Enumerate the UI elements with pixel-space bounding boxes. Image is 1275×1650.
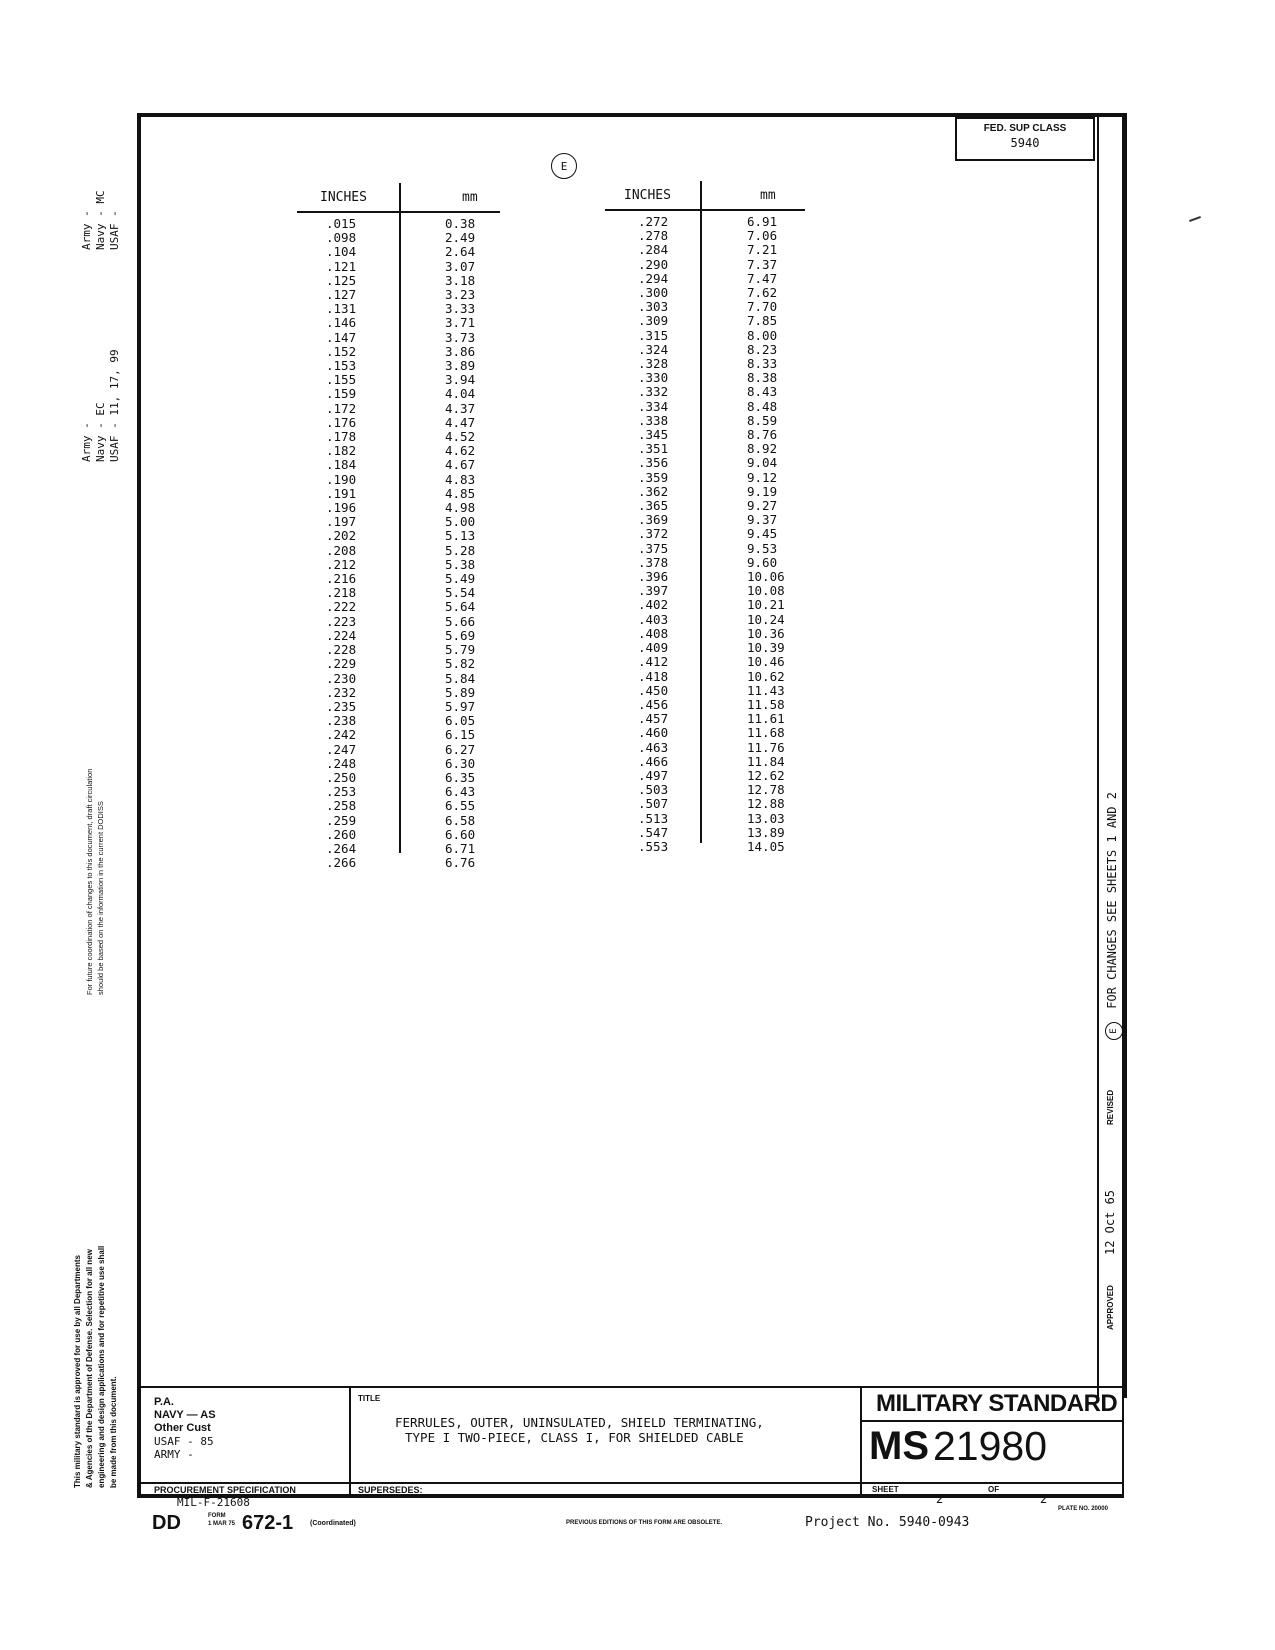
right-mm-cell: 12.78 [747,782,785,798]
left-inches-cell: .250 [326,769,357,785]
right-mm-cell: 8.48 [747,398,778,414]
right-inches-cell: .315 [638,327,669,343]
coordinated-label: (Coordinated) [310,1520,356,1527]
right-inches-cell: .359 [638,469,669,485]
left-mm-cell: 6.05 [445,713,476,729]
right-mm-cell: 7.47 [747,270,778,286]
project-number: Project No. 5940-0943 [805,1515,970,1530]
left-inches-cell: .104 [326,244,357,260]
left-inches-cell: .230 [326,670,357,686]
left-mm-cell: 4.85 [445,485,476,501]
right-mm-cell: 8.00 [747,327,778,343]
ms-number: 21980 [933,1423,1048,1469]
right-inches-cell: .303 [638,299,669,315]
left-mm-cell: 3.23 [445,287,476,303]
right-mm-cell: 10.21 [747,597,785,613]
right-mm-cell: 11.76 [747,739,785,755]
custodians-top: Army - Navy - MC USAF - [80,190,121,250]
left-inches-cell: .190 [326,471,357,487]
right-inches-cell: .272 [638,214,669,229]
left-table-inches-column [326,217,356,870]
right-inches-cell: .332 [638,384,669,400]
left-mm-cell: 5.49 [445,571,476,587]
dd-label: DD [152,1512,181,1534]
left-inches-cell: .266 [326,855,357,871]
left-table-mm-column [445,217,475,870]
left-inches-cell: .131 [326,301,357,317]
left-inches-cell: .259 [326,812,357,828]
right-table-mm-header: mm [760,188,776,203]
left-inches-cell: .182 [326,443,357,459]
left-inches-cell: .152 [326,343,357,359]
right-inches-cell: .497 [638,767,669,783]
left-mm-cell: 4.98 [445,500,476,516]
supersedes-label: SUPERSEDES: [358,1485,423,1495]
left-mm-cell: 3.86 [445,343,476,359]
right-mm-cell: 9.12 [747,469,778,485]
procurement-spec-label: PROCUREMENT SPECIFICATION [154,1485,296,1495]
left-mm-cell: 6.43 [445,784,476,800]
right-mm-cell: 7.37 [747,256,778,272]
left-inches-cell: .196 [326,500,357,516]
right-inches-cell: .345 [638,427,669,443]
right-mm-cell: 9.45 [747,526,778,542]
revised-label: REVISED [1106,1089,1115,1125]
left-mm-cell: 3.71 [445,315,476,331]
left-inches-cell: .172 [326,400,357,416]
left-mm-cell: 6.30 [445,755,476,771]
left-inches-cell: .222 [326,599,357,615]
right-inches-cell: .356 [638,455,669,471]
of-value: 2 [1040,1492,1048,1506]
left-inches-cell: .224 [326,627,357,643]
right-inches-cell: .324 [638,341,669,357]
right-mm-cell: 11.43 [747,682,785,698]
left-mm-cell: 6.76 [445,855,476,871]
right-mm-cell: 12.88 [747,796,785,812]
right-inches-cell: .397 [638,583,669,599]
left-inches-cell: .127 [326,287,357,303]
left-inches-cell: .260 [326,826,357,842]
left-mm-cell: 6.58 [445,812,476,828]
right-mm-cell: 8.76 [747,427,778,443]
left-inches-cell: .121 [326,258,357,274]
right-inches-cell: .456 [638,696,669,712]
right-mm-cell: 9.19 [747,483,778,499]
fed-sup-class-value: 5940 [1010,136,1040,150]
left-mm-cell: 5.54 [445,585,476,601]
right-inches-cell: .309 [638,313,669,329]
of-label: OF [988,1485,1000,1494]
left-mm-cell: 6.71 [445,840,476,856]
form-label-stack: FORM 1 MAR 75 [208,1513,236,1527]
left-inches-cell: .218 [326,585,357,601]
right-inches-cell: .457 [638,711,669,727]
left-inches-cell: .228 [326,642,357,658]
right-mm-cell: 8.59 [747,412,778,428]
right-inches-cell: .466 [638,753,669,769]
right-mm-cell: 8.92 [747,441,778,457]
right-inches-cell: .372 [638,526,669,542]
right-inches-cell: .460 [638,725,669,741]
document-title: FERRULES, OUTER, UNINSULATED, SHIELD TERMINATING, TYPE I TWO-PIECE, CLASS I, FOR SHIELDED CABLE [395,1415,764,1445]
right-mm-cell: 11.68 [747,725,785,741]
right-inches-cell: .328 [638,356,669,372]
right-table-header-rule [605,209,805,211]
right-inches-cell: .450 [638,682,669,698]
left-mm-cell: 4.37 [445,400,476,416]
right-inches-cell: .362 [638,483,669,499]
title-block-div3 [862,1420,1122,1422]
left-mm-cell: 4.67 [445,457,476,473]
approved-date: 12 Oct 65 [1103,1189,1117,1255]
left-inches-cell: .184 [326,457,357,473]
left-inches-cell: .159 [326,386,357,402]
right-table-inches-column [638,215,668,854]
right-inches-cell: .375 [638,540,669,556]
custodians-block: P.A. NAVY — AS Other Cust USAF - 85 ARMY - [154,1396,216,1461]
right-inches-cell: .378 [638,554,669,570]
sheet-border [137,113,1124,1498]
right-inches-cell: .463 [638,739,669,755]
right-mm-cell: 9.04 [747,455,778,471]
right-inches-cell: .278 [638,228,669,244]
left-mm-cell: 0.38 [445,216,476,231]
right-mm-cell: 9.37 [747,512,778,528]
left-inches-cell: .229 [326,656,357,672]
right-mm-cell: 9.53 [747,540,778,556]
right-inches-cell: .412 [638,654,669,670]
changes-note: FOR CHANGES SEE SHEETS 1 AND 2 [1105,792,1119,1009]
left-inches-cell: .197 [326,514,357,530]
left-inches-cell: .176 [326,414,357,430]
left-mm-cell: 6.60 [445,826,476,842]
left-inches-cell: .212 [326,556,357,572]
left-inches-cell: .264 [326,840,357,856]
title-block-top-rule [141,1386,1122,1388]
right-inches-cell: .403 [638,611,669,627]
left-inches-cell: .147 [326,329,357,345]
left-mm-cell: 4.52 [445,429,476,445]
right-inches-cell: .547 [638,824,669,840]
right-inches-cell: .409 [638,640,669,656]
left-inches-cell: .153 [326,358,357,374]
right-mm-cell: 8.38 [747,370,778,386]
right-mm-cell: 10.24 [747,611,785,627]
scan-mark [1189,216,1201,222]
form-number: 672-1 [242,1512,294,1534]
right-inches-cell: .351 [638,441,669,457]
right-inches-cell: .284 [638,242,669,258]
left-mm-cell: 3.18 [445,272,476,288]
right-inches-cell: .553 [638,838,669,854]
right-inches-cell: .507 [638,796,669,812]
left-inches-cell: .098 [326,230,357,246]
right-mm-cell: 9.60 [747,554,778,570]
title-block-mid-rule [141,1482,1122,1484]
left-inches-cell: .155 [326,372,357,388]
left-mm-cell: 5.69 [445,627,476,643]
right-mm-cell: 10.46 [747,654,785,670]
revision-e-mark: E [551,153,577,179]
left-mm-cell: 5.28 [445,542,476,558]
right-inches-cell: .503 [638,782,669,798]
right-table-inches-header: INCHES [624,188,671,203]
left-mm-cell: 3.94 [445,372,476,388]
right-mm-cell: 7.70 [747,299,778,315]
left-inches-cell: .208 [326,542,357,558]
right-inches-cell: .396 [638,569,669,585]
left-mm-cell: 3.07 [445,258,476,274]
left-mm-cell: 6.55 [445,798,476,814]
left-inches-cell: .235 [326,698,357,714]
dodiss-note: For future coordination of changes to this document, draft circulation should be based on the information in the current DODISS [85,768,105,995]
plate-number: PLATE NO. 20000 [1058,1506,1108,1512]
left-inches-cell: .146 [326,315,357,331]
right-mm-cell: 10.36 [747,625,785,641]
left-mm-cell: 5.38 [445,556,476,572]
left-inches-cell: .232 [326,684,357,700]
left-inches-cell: .178 [326,429,357,445]
right-table-divider [700,181,702,843]
right-mm-cell: 7.85 [747,313,778,329]
revision-e-small: E [1105,1022,1123,1040]
left-inches-cell: .253 [326,784,357,800]
left-mm-cell: 4.47 [445,414,476,430]
left-mm-cell: 5.66 [445,613,476,629]
right-mm-cell: 11.61 [747,711,785,727]
left-inches-cell: .015 [326,216,357,231]
right-mm-cell: 14.05 [747,838,785,854]
left-inches-cell: .242 [326,727,357,743]
right-inches-cell: .408 [638,625,669,641]
left-mm-cell: 4.83 [445,471,476,487]
left-inches-cell: .258 [326,798,357,814]
right-inches-cell: .365 [638,498,669,514]
procurement-spec-value: MIL-F-21608 [177,1496,250,1509]
title-block-div1 [349,1386,351,1496]
custodians-review: Army - Navy - EC USAF - 11, 17, 99 [80,349,121,462]
left-inches-cell: .216 [326,571,357,587]
right-inches-cell: .300 [638,285,669,301]
right-inches-cell: .513 [638,810,669,826]
right-inches-cell: .369 [638,512,669,528]
right-mm-cell: 10.62 [747,668,785,684]
left-mm-cell: 5.13 [445,528,476,544]
right-mm-cell: 13.89 [747,824,785,840]
right-mm-cell: 7.62 [747,285,778,301]
title-block-div2 [860,1386,862,1496]
approval-note: This military standard is approved for use by all Departments & Agencies of the Department of Defense. Selection for all new engineering and design applications and for repetitive use shall be made from this document. [73,1245,118,1488]
left-inches-cell: .191 [326,485,357,501]
approved-label: APPROVED [1106,1285,1115,1330]
sheet-label: SHEET [872,1485,899,1494]
right-inches-cell: .290 [638,256,669,272]
right-mm-cell: 7.06 [747,228,778,244]
right-table-mm-column [747,215,785,854]
fed-sup-class-label: FED. SUP CLASS [983,123,1067,134]
left-mm-cell: 5.82 [445,656,476,672]
left-mm-cell: 5.00 [445,514,476,530]
left-inches-cell: .248 [326,755,357,771]
left-mm-cell: 4.62 [445,443,476,459]
right-mm-cell: 8.33 [747,356,778,372]
left-inches-cell: .238 [326,713,357,729]
left-mm-cell: 3.33 [445,301,476,317]
right-mm-cell: 10.39 [747,640,785,656]
left-mm-cell: 3.73 [445,329,476,345]
left-mm-cell: 5.79 [445,642,476,658]
military-standard-heading: MILITARY STANDARD [876,1390,1118,1417]
left-mm-cell: 5.64 [445,599,476,615]
left-mm-cell: 4.04 [445,386,476,402]
left-mm-cell: 6.15 [445,727,476,743]
left-mm-cell: 6.35 [445,769,476,785]
right-inches-cell: .402 [638,597,669,613]
right-mm-cell: 11.58 [747,696,785,712]
left-mm-cell: 6.27 [445,741,476,757]
right-mm-cell: 10.06 [747,569,785,585]
left-table-divider [399,183,401,853]
left-inches-cell: .202 [326,528,357,544]
right-mm-cell: 13.03 [747,810,785,826]
right-inches-cell: .418 [638,668,669,684]
right-mm-cell: 8.23 [747,341,778,357]
left-table-mm-header: mm [462,190,478,205]
right-mm-cell: 11.84 [747,753,785,769]
title-label: TITLE [358,1394,381,1403]
previous-editions-note: PREVIOUS EDITIONS OF THIS FORM ARE OBSOLETE. [566,1520,723,1526]
right-inches-cell: .334 [638,398,669,414]
sheet-value: 2 [936,1492,944,1506]
right-mm-cell: 6.91 [747,214,778,229]
left-mm-cell: 5.97 [445,698,476,714]
right-inches-cell: .338 [638,412,669,428]
right-mm-cell: 12.62 [747,767,785,783]
right-mm-cell: 9.27 [747,498,778,514]
right-inches-cell: .330 [638,370,669,386]
left-mm-cell: 2.64 [445,244,476,260]
fed-sup-class-box [955,117,1095,161]
left-inches-cell: .223 [326,613,357,629]
right-mm-cell: 7.21 [747,242,778,258]
changes-note-row [1105,792,1123,1040]
right-inches-cell: .294 [638,270,669,286]
left-mm-cell: 2.49 [445,230,476,246]
right-mm-cell: 10.08 [747,583,785,599]
left-mm-cell: 3.89 [445,358,476,374]
left-inches-cell: .247 [326,741,357,757]
ms-prefix: MS [869,1424,929,1468]
left-mm-cell: 5.84 [445,670,476,686]
right-mm-cell: 8.43 [747,384,778,400]
left-table-inches-header: INCHES [320,190,367,205]
left-inches-cell: .125 [326,272,357,288]
left-mm-cell: 5.89 [445,684,476,700]
